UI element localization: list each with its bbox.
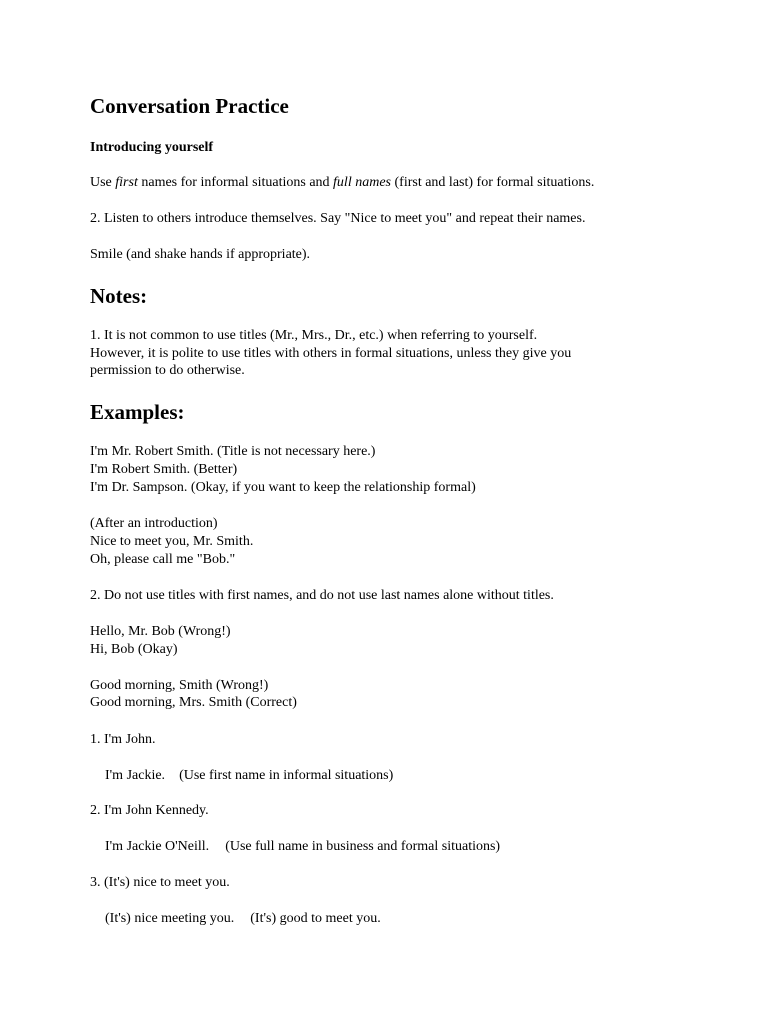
example-line: (After an introduction) — [90, 516, 218, 531]
intro-text-2: names for informal situations and — [137, 175, 334, 190]
notes-line-3: permission to do otherwise. — [90, 363, 245, 378]
drill-reply-text: I'm Jackie O'Neill. — [105, 839, 210, 854]
example-line: Hello, Mr. Bob (Wrong!) — [90, 624, 231, 639]
drill-item-1: 1. I'm John. — [90, 732, 156, 747]
intro-paragraph — [90, 174, 594, 192]
drill-reply-text: I'm Jackie. — [105, 768, 166, 783]
intro-text-1: Use — [90, 175, 116, 190]
listen-paragraph: 2. Listen to others introduce themselves. Say "Nice to meet you" and repeat their names. — [90, 211, 586, 226]
drill-item-3: 3. (It's) nice to meet you. — [90, 875, 230, 890]
example-line: Hi, Bob (Okay) — [90, 642, 178, 657]
example-line: Nice to meet you, Mr. Smith. — [90, 534, 254, 549]
example-line: Oh, please call me "Bob." — [90, 552, 236, 567]
drill-item-1-reply — [105, 767, 393, 785]
example-line: Good morning, Mrs. Smith (Correct) — [90, 695, 297, 710]
intro-emphasis-first: first — [115, 175, 138, 190]
drill-item-3-reply — [105, 910, 381, 928]
notes-line-1: 1. It is not common to use titles (Mr., Mrs., Dr., etc.) when referring to yourself. — [90, 328, 538, 343]
example-line: Good morning, Smith (Wrong!) — [90, 678, 269, 693]
examples-heading: Examples: — [90, 400, 185, 424]
notes-line-2: However, it is polite to use titles with others in formal situations, unless they give you — [90, 346, 572, 361]
example-line: I'm Robert Smith. (Better) — [90, 462, 238, 477]
drill-note: (Use first name in informal situations) — [179, 768, 394, 783]
drill-item-2-reply — [105, 838, 500, 856]
drill-reply-text: (It's) good to meet you. — [250, 911, 381, 926]
drill-item-2: 2. I'm John Kennedy. — [90, 803, 209, 818]
notes-heading: Notes: — [90, 284, 148, 308]
example-line: I'm Mr. Robert Smith. (Title is not necessary here.) — [90, 444, 376, 459]
example-line: I'm Dr. Sampson. (Okay, if you want to keep the relationship formal) — [90, 480, 476, 495]
page-title: Conversation Practice — [90, 94, 289, 118]
rule-2-paragraph: 2. Do not use titles with first names, and do not use last names alone without titles. — [90, 588, 554, 603]
smile-paragraph: Smile (and shake hands if appropriate). — [90, 247, 311, 262]
section-heading-introducing-yourself: Introducing yourself — [90, 140, 214, 155]
drill-note: (Use full name in business and formal situations) — [225, 839, 501, 854]
intro-emphasis-full-names: full names — [333, 175, 391, 190]
drill-reply-text: (It's) nice meeting you. — [105, 911, 235, 926]
intro-text-3: (first and last) for formal situations. — [391, 175, 595, 190]
